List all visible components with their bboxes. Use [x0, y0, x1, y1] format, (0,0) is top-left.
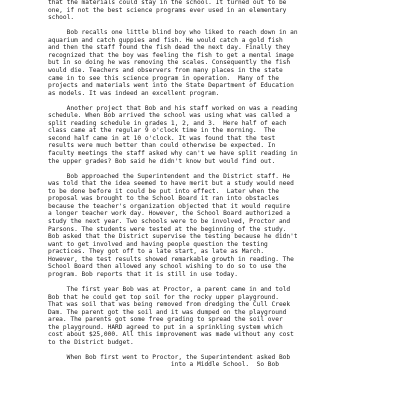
paragraph — [48, 354, 366, 369]
text-line: The first year Bob was at Proctor, a parent came in and told — [48, 285, 291, 293]
text-line: projects and materials went into the State Department of Education — [48, 82, 294, 90]
text-line: that the materials could stay in the school. It turned out to be — [48, 0, 287, 6]
text-line: to be done before it could be put into effect. Later when the — [48, 187, 279, 195]
text-line: study the next year. Two schools were to be involved, Proctor and — [48, 218, 291, 225]
text-line: the upper grades? Bob said he didn't know but would find out. — [48, 157, 276, 165]
text-line: aquarium and catch guppies and fish. He would catch a gold fish — [48, 36, 283, 44]
text-line: would die. Teachers and observers from many places in the state — [48, 66, 283, 74]
text-line: second half came in at 10 o'clock. It was found that the test — [48, 134, 276, 142]
text-line: split reading schedule in grades 1, 2, and 3. Here half of each — [48, 119, 287, 127]
text-line: as models. It was indeed an excellent program. — [48, 89, 220, 97]
paragraph — [48, 286, 366, 346]
text-line: to the District budget. — [48, 338, 134, 346]
text-line: Bob that he could get top soil for the rocky upper playground. — [48, 293, 279, 301]
text-line: results were much better than could otherwise be expected. In — [48, 142, 276, 150]
text-line: However, the test results showed remarkable growth in reading. The — [48, 255, 294, 263]
text-line: faculty meetings the staff asked why can't we have split reading in — [48, 150, 298, 158]
document-body — [48, 0, 366, 377]
text-line: program. Bob reports that it is still in use today. — [48, 270, 238, 278]
text-line: Another project that Bob and his staff worked on was a reading — [48, 104, 298, 112]
text-line: was told that the idea seemed to have merit but a study would need — [48, 180, 294, 188]
text-line: because the teacher's organization objected that it would require — [48, 202, 291, 210]
text-line: into a Middle School. So Bob — [48, 361, 279, 369]
text-line: but in so doing he was removing the scales. Consequently the fish — [48, 59, 291, 67]
text-line: Dam. The parent got the soil and it was dumped on the playground — [48, 308, 287, 316]
text-line: That was soil that was being removed from dredging the Cull Creek — [48, 301, 291, 309]
text-line: came in to see this science program in operation. Many of the — [48, 74, 279, 82]
text-line: Bob recalls one little blind boy who liked to reach down in an — [48, 29, 298, 37]
text-line: want to get involved and having people question the testing — [48, 240, 268, 248]
text-line: cost about $25,000. All this improvement was made without any cost — [48, 331, 294, 339]
text-line: area. The parents got some free grading to spread the soil over — [48, 316, 283, 324]
text-line: schedule. When Bob arrived the school was using what was called a — [48, 112, 291, 120]
paragraph — [48, 173, 366, 279]
paragraph — [48, 0, 366, 22]
paragraph — [48, 105, 366, 165]
text-line: class came at the regular 9 o'clock time in the morning. The — [48, 127, 276, 135]
text-line: practices. They got off to a late start, as late as March. — [48, 248, 265, 256]
text-line: a longer teacher work day. However, the School Board authorized a — [48, 210, 291, 218]
text-line: recognized that the boy was feeling the fish to get a mental image — [48, 51, 294, 59]
text-line: Bob approached the Superintendent and the District staff. He — [48, 172, 291, 180]
text-line: one, if not the best science programs ever used in an elementary — [48, 6, 287, 14]
paragraph — [48, 29, 366, 97]
text-line: the playground. HARD agreed to put in a sprinkling system which — [48, 323, 283, 331]
text-line: Parsons. The students were tested at the beginning of the study. — [48, 225, 287, 233]
text-line: school. — [48, 14, 75, 22]
text-line: proposal was brought to the School Board it ran into obstacles — [48, 195, 279, 203]
text-line: and then the staff found the fish dead the next day. Finally they — [48, 44, 291, 52]
text-line: When Bob first went to Proctor, the Superintendent asked Bob — [48, 353, 291, 361]
text-line: School Board then allowed any school wishing to do so to use the — [48, 263, 287, 271]
text-line: Bob asked that the District supervise the testing because he didn't — [48, 233, 298, 241]
